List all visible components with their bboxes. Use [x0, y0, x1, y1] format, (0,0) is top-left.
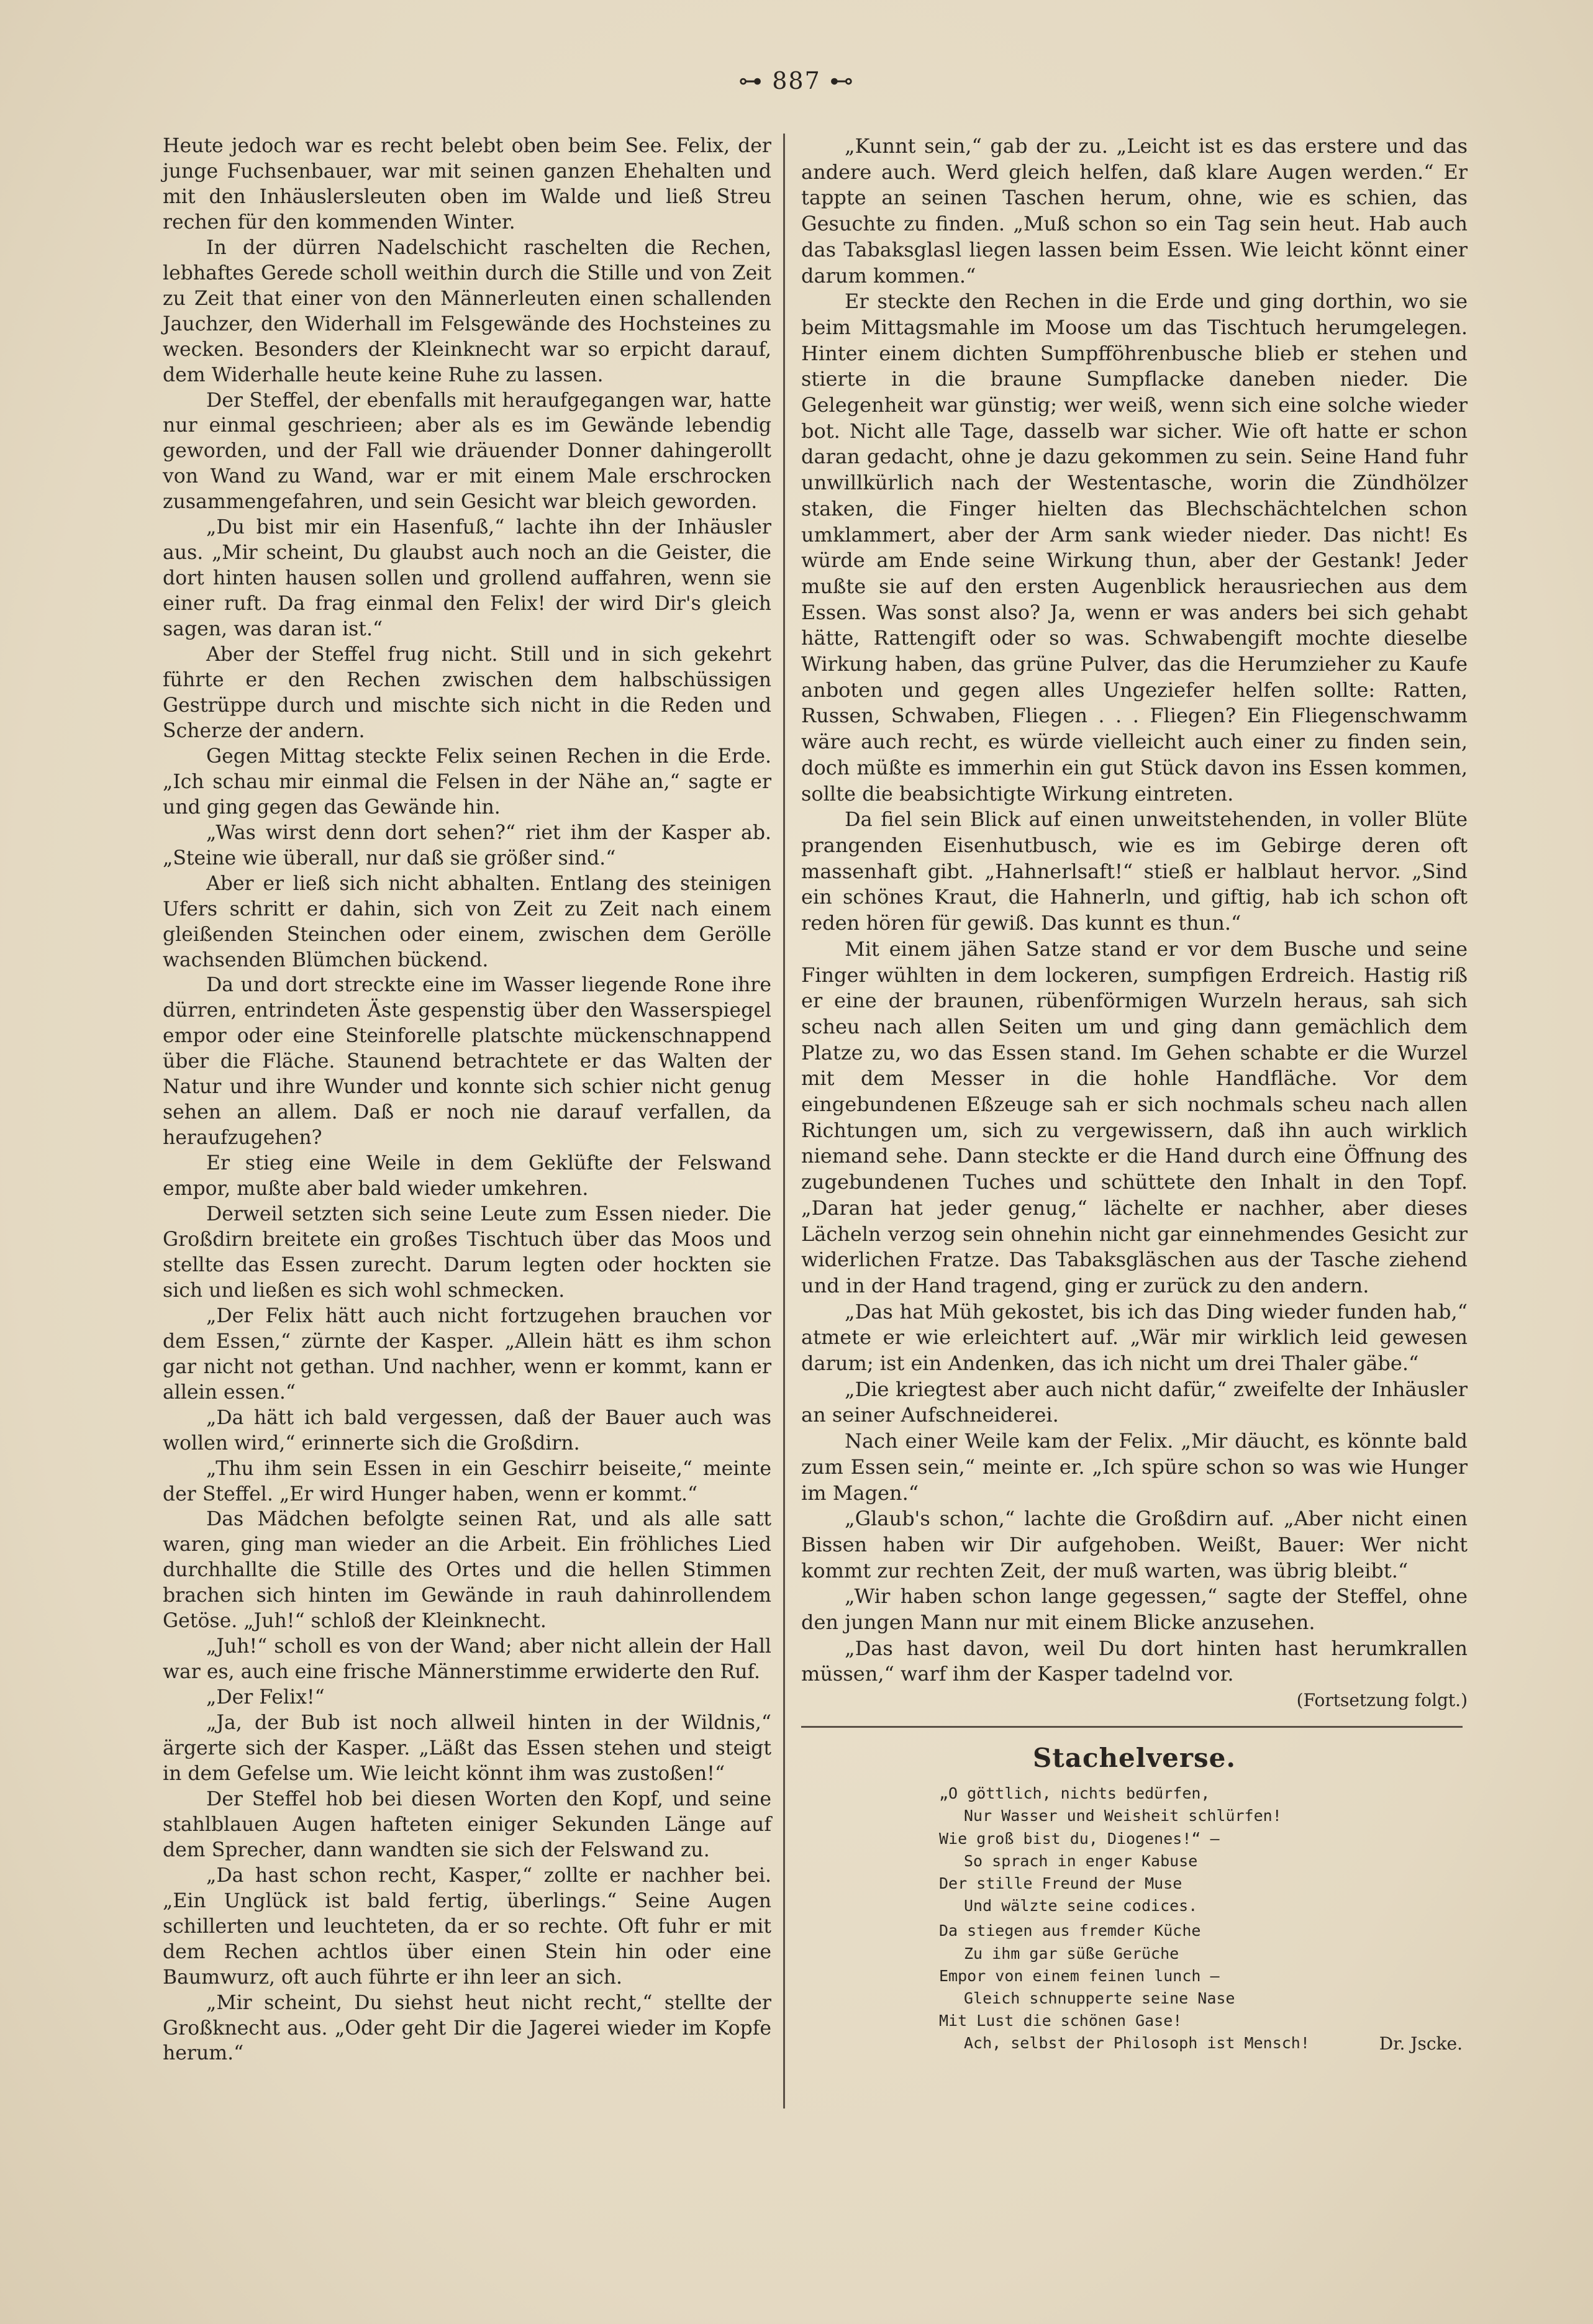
- paragraph: Er stieg eine Weile in dem Geklüfte der Felswand empor, mußte aber bald wieder umkehren.: [163, 1152, 771, 1201]
- paragraph: Der Steffel hob bei diesen Worten den Kopf, und seine stahlblauen Augen hafteten einiger Sekunden Länge auf dem Sprecher, dann wandten sie sich der Felswand zu.: [163, 1787, 771, 1861]
- paragraph: „Die kriegtest aber auch nicht dafür,“ zweifelte der Inhäusler an seiner Aufschneiderei.: [801, 1377, 1468, 1427]
- paragraph: „Ja, der Bub ist noch allweil hinten in der Wildnis,“ ärgerte sich der Kasper. „Läßt das Essen stehen und steigt in dem Gefelse um. Wie leicht könnt ihm was zustoßen!“: [163, 1712, 771, 1785]
- poem-line: „O göttlich, nichts bedürfen,: [939, 1784, 1210, 1803]
- paragraph: Derweil setzten sich seine Leute zum Essen nieder. Die Großdirn breitete ein großes Tischtuch über das Moos und stellte das Essen zurecht. Darum legten oder hockten sie sich und ließen es sich wohl schmecken.: [163, 1203, 771, 1302]
- paragraph: Aber der Steffel frug nicht. Still und in sich gekehrt führte er den Rechen zwischen dem halbschüssigen Gestrüppe durch und mischte sich nicht in die Reden und Scherze der andern.: [163, 643, 771, 742]
- paragraph: Der Steffel, der ebenfalls mit heraufgegangen war, hatte nur einmal geschrieen; aber als es im Gewände lebendig geworden, und der Fall wie dräuender Donner dahingerollt von Wand zu Wand, war er mit einem Male erschrocken zusammengefahren, und sein Gesicht war bleich geworden.: [163, 389, 771, 514]
- poem-line: Der stille Freund der Muse: [939, 1874, 1182, 1892]
- paragraph: Er steckte den Rechen in die Erde und ging dorthin, wo sie beim Mittagsmahle im Moose um das Tischtuch herumgelegen. Hinter einem dichten Sumpfföhrenbusche blieb er stehen und stierte in die braune Sumpflacke daneben nieder. Die Gelegenheit war günstig; wer weiß, wenn sich eine solche wieder bot. Nicht alle Tage, dasselb war sicher. Wie oft hatte er schon daran gedacht, ohne je dazu gekommen zu sein. Seine Hand fuhr unwillkürlich nach der Westentasche, worin die Zündhölzer staken, die Finger hielten das Blechschächtelchen schon umklammert, aber der Arm sank wieder nieder. Das nicht! Es würde am Ende seine Wirkung thun, aber der Gestank! Jeder mußte sie auf den ersten Augenblick herausriechen aus dem Essen. Was sonst also? Ja, wenn er was anders bei sich gehabt hätte, Rattengift oder so was. Schwabengift mochte dieselbe Wirkung haben, das grüne Pulver, das die Herumzieher zu Kaufe anboten und gegen alles Ungeziefer helfen sollte: Ratten, Russen, Schwaben, Fliegen . . . Fliegen? Ein Fliegenschwamm wäre auch recht, es würde vielleicht auch einer zu finden sein, doch müßte es immerhin ein gut Stück davon ins Essen kommen, sollte die beabsichtigte Wirkung eintreten.: [801, 289, 1468, 806]
- paragraph: „Das hast davon, weil Du dort hinten hast herumkrallen müssen,“ warf ihm der Kasper tadelnd vor.: [801, 1636, 1468, 1686]
- paragraph: „Thu ihm sein Essen in ein Geschirr beiseite,“ meinte der Steffel. „Er wird Hunger haben, wenn er kommt.“: [163, 1457, 771, 1505]
- paragraph: Mit einem jähen Satze stand er vor dem Busche und seine Finger wühlten in dem lockeren, sumpfigen Erdreich. Hastig riß er eine der braunen, rübenförmigen Wurzeln heraus, sah sich scheu nach allen Seiten um und ging dann gemächlich dem Platze zu, wo das Essen stand. Im Gehen schabte er die Wurzel mit dem Messer in die hohle Handfläche. Vor dem eingebundenen Eßzeuge sah er sich nochmals scheu nach allen Richtungen um, sich zu vergewissern, daß ihn auch wirklich niemand sehe. Dann steckte er die Hand durch eine Öffnung des zugebundenen Tuches und schüttete den Inhalt in den Topf. „Daran hat jeder genug,“ lächelte er nachher, aber dieses Lächeln verzog sein ohnehin nicht gar einnehmendes Gesicht zur widerlichen Fratze. Das Tabaksgläschen aus der Tasche ziehend und in der Hand tragend, ging er zurück zu den andern.: [801, 937, 1468, 1297]
- page-number: ⊶ 887 ⊷: [738, 67, 855, 94]
- right-column-text: [801, 134, 1468, 1687]
- paragraph: Heute jedoch war es recht belebt oben beim See. Felix, der junge Fuchsenbauer, war mit seinen ganzen Ehehalten und mit den Inhäuslersleuten oben im Walde und ließ Streu rechen für den kommenden Winter.: [163, 135, 771, 234]
- left-column: [163, 134, 771, 2066]
- poem-title: Stachelverse.: [1033, 1743, 1236, 1774]
- poem-line: Nur Wasser und Weisheit schlürfen!: [964, 1807, 1282, 1825]
- paragraph: „Juh!“ scholl es von der Wand; aber nicht allein der Hall war es, auch eine frische Männerstimme erwiderte den Ruf.: [163, 1635, 771, 1684]
- paragraph: Da fiel sein Blick auf einen unweitstehenden, in voller Blüte prangenden Eisenhutbusch, wie es im Gebirge deren oft massenhaft gibt. „Hahnerlsaft!“ stieß er halblaut hervor. „Sind ein schönes Kraut, die Hahnerln, und giftig, hab ich schon oft reden hören für gewiß. Das kunnt es thun.“: [801, 807, 1468, 935]
- paragraph: Da und dort streckte eine im Wasser liegende Rone ihre dürren, entrindeten Äste gespenstig über den Wasserspiegel empor oder eine Steinforelle platschte mückenschnappend über die Fläche. Staunend betrachtete er das Walten der Natur und ihre Wunder und konnte sich schier nicht genug sehen an allem. Daß er noch nie darauf verfallen, da heraufzugehen?: [163, 974, 771, 1150]
- paragraph: „Glaub's schon,“ lachte die Großdirn auf. „Aber nicht einen Bissen haben wir Dir aufgehoben. Weißt, Bauer: Wer nicht kommt zur rechten Zeit, der muß warten, was übrig bleibt.“: [801, 1507, 1468, 1582]
- paragraph: „Der Felix hätt auch nicht fortzugehen brauchen vor dem Essen,“ zürnte der Kasper. „Allein hätt es ihm schon gar nicht not gethan. Und nachher, wenn er kommt, kann er allein essen.“: [163, 1304, 771, 1404]
- paragraph: Aber er ließ sich nicht abhalten. Entlang des steinigen Ufers schritt er dahin, sich von Zeit zu Zeit nach einem gleißenden Steinchen oder einem, zwischen dem Gerölle wachsenden Blümchen bückend.: [163, 872, 771, 971]
- poem-stanza-1: [801, 1782, 1468, 1917]
- poem-line: Zu ihm gar süße Gerüche: [964, 1944, 1179, 1963]
- paragraph: „Was wirst denn dort sehen?“ riet ihm der Kasper ab. „Steine wie überall, nur daß sie größer sind.“: [163, 821, 771, 869]
- poem-line: So sprach in enger Kabuse: [964, 1851, 1198, 1870]
- continuation-note: (Fortsetzung folgt.): [1296, 1690, 1468, 1711]
- paragraph: „Du bist mir ein Hasenfuß,“ lachte ihn der Inhäusler aus. „Mir scheint, Du glaubst auch noch an die Geister, die dort hinten hausen sollen und grollend auffahren, wenn sie einer ruft. Da frag einmal den Felix! der wird Dir's gleich sagen, was daran ist.“: [163, 516, 771, 641]
- poem-line: Ach, selbst der Philosoph ist Mensch!: [964, 2034, 1310, 2053]
- paragraph: In der dürren Nadelschicht raschelten die Rechen, lebhaftes Gerede scholl weithin durch die Stille und von Zeit zu Zeit that einer von den Männerleuten einen schallenden Jauchzer, den Widerhall im Felsgewände des Hochsteines zu wecken. Besonders der Kleinknecht war so erpicht darauf, dem Widerhalle heute keine Ruhe zu lassen.: [163, 236, 771, 386]
- poem-line: Empor von einem feinen lunch —: [939, 1966, 1220, 1985]
- poem-author: Dr. Jscke.: [1379, 2033, 1463, 2054]
- paragraph: „Kunnt sein,“ gab der zu. „Leicht ist es das erstere und das andere auch. Werd gleich helfen, daß klare Augen werden.“ Er tappte an seinen Taschen herum, ohne, wie es schien, das Gesuchte zu finden. „Muß schon so ein Tag sein heut. Hab auch das Tabaksglasl liegen lassen beim Essen. Wie leicht könnt einer darum kommen.“: [801, 134, 1468, 288]
- poem-line: Da stiegen aus fremder Küche: [939, 1922, 1201, 1940]
- paragraph: „Der Felix!“: [206, 1686, 325, 1709]
- poem-line: Und wälzte seine codices.: [964, 1897, 1198, 1915]
- paragraph: „Das hat Müh gekostet, bis ich das Ding wieder funden hab,“ atmete er wie erleichtert auf. „Wär mir wirklich leid gewesen darum; ist ein Andenken, das ich nicht um drei Thaler gäbe.“: [801, 1299, 1468, 1376]
- paragraph: Nach einer Weile kam der Felix. „Mir däucht, es könnte bald zum Essen sein,“ meinte er. „Ich spüre schon so was wie Hunger im Magen.“: [801, 1429, 1468, 1505]
- poem: [801, 1782, 1468, 2055]
- paragraph: „Da hätt ich bald vergessen, daß der Bauer auch was wollen wird,“ erinnerte sich die Großdirn.: [163, 1406, 771, 1455]
- paragraph: Gegen Mittag steckte Felix seinen Rechen in die Erde. „Ich schau mir einmal die Felsen in der Nähe an,“ sagte er und ging gegen das Gewände hin.: [163, 745, 771, 819]
- column-divider: [783, 134, 785, 2108]
- poem-line: Gleich schnupperte seine Nase: [964, 1989, 1235, 2008]
- paragraph: „Da hast schon recht, Kasper,“ zollte er nachher bei. „Ein Unglück ist bald fertig, überlings.“ Seine Augen schillerten und leuchteten, da er so rechte. Oft fuhr er mit dem Rechen achtlos über einen Stein hin oder eine Baumwurz, oft auch führte er ihn leer an sich.: [163, 1864, 771, 1989]
- right-column: [801, 134, 1468, 2055]
- paragraph: Das Mädchen befolgte seinen Rat, und als alle satt waren, ging man wieder an die Arbeit. Ein fröhliches Lied durchhallte die Stille des Ortes und die hellen Stimmen brachen sich hinten im Gewände in rauh dahinrollendem Getöse. „Juh!“ schloß der Kleinknecht.: [163, 1508, 771, 1633]
- section-divider: [801, 1726, 1463, 1728]
- poem-line: Wie groß bist du, Diogenes!“ —: [939, 1829, 1220, 1848]
- paragraph: „Mir scheint, Du siehst heut nicht recht,“ stellte der Großknecht aus. „Oder geht Dir die Jagerei wieder im Kopfe herum.“: [163, 1991, 771, 2065]
- poem-line: Mit Lust die schönen Gase!: [939, 2012, 1182, 2030]
- paragraph: „Wir haben schon lange gegessen,“ sagte der Steffel, ohne den jungen Mann nur mit einem Blicke anzusehen.: [801, 1584, 1468, 1635]
